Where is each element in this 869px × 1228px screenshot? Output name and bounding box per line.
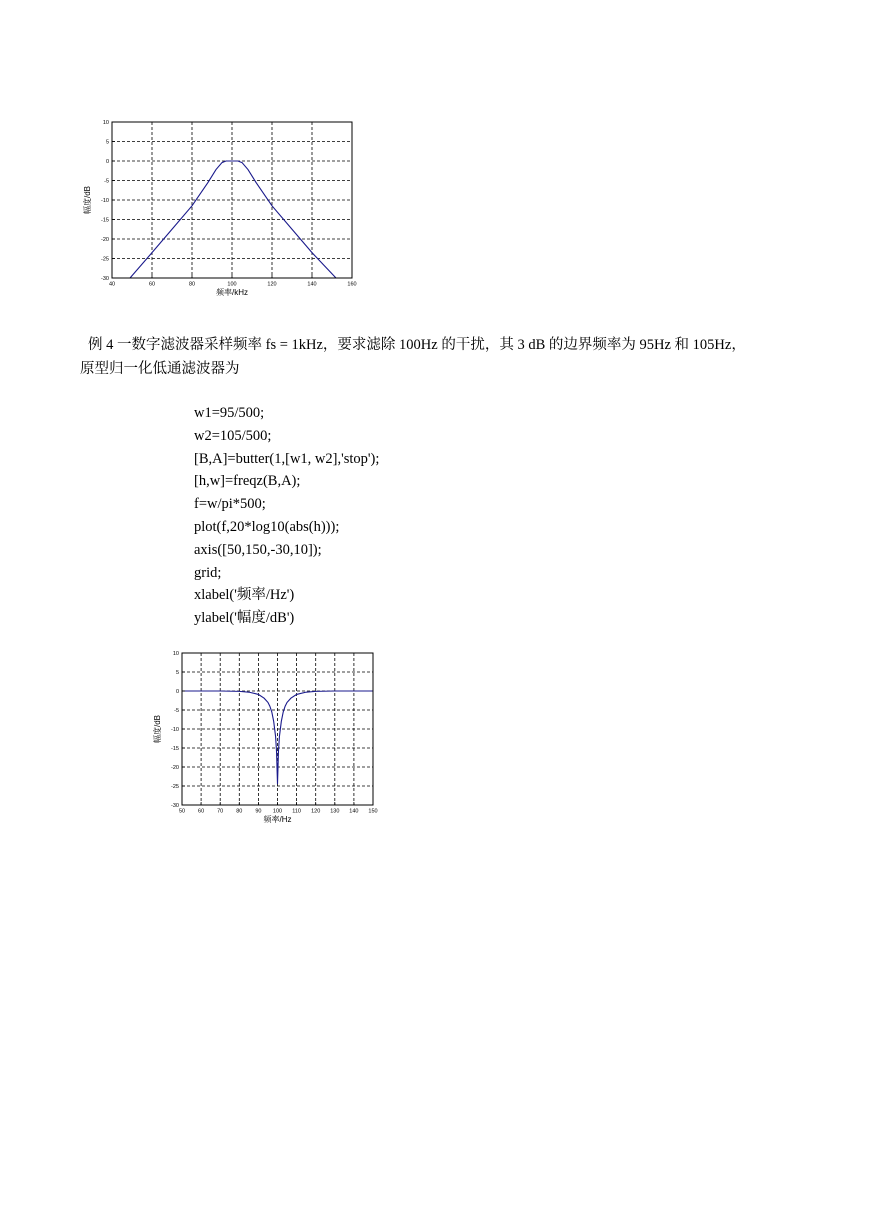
x-tick-label: 160 (347, 281, 357, 288)
y-tick-label: 0 (175, 688, 179, 695)
y-tick-label: 0 (105, 158, 109, 165)
code-line: xlabel('频率/Hz') (194, 587, 295, 604)
y-tick-label: 5 (175, 669, 179, 676)
example-4-paragraph (80, 333, 800, 381)
code-line: plot(f,20*log10(abs(h))); (194, 518, 340, 535)
bandstop-response-plot (140, 643, 385, 833)
y-tick-label: -5 (104, 178, 109, 185)
x-tick-label: 50 (178, 808, 186, 815)
y-axis-label: 幅度/dB (153, 714, 162, 744)
x-axis-label: 频率/Hz (263, 815, 292, 824)
x-tick-label: 80 (236, 808, 243, 815)
y-tick-label: -15 (171, 745, 179, 752)
x-axis-label: 频率/kHz (216, 288, 248, 297)
bandstop-response-chart (140, 643, 385, 833)
x-tick-label: 80 (188, 281, 196, 288)
x-tick-label: 140 (349, 808, 359, 815)
x-tick-label: 40 (108, 281, 116, 288)
y-tick-label: -30 (101, 275, 109, 282)
x-tick-label: 130 (330, 808, 340, 815)
y-tick-label: -10 (101, 197, 109, 204)
y-tick-label: 10 (102, 119, 109, 126)
y-tick-label: -10 (171, 726, 179, 733)
x-tick-label: 100 (272, 808, 283, 815)
x-tick-label: 70 (217, 808, 224, 815)
y-tick-label: -15 (101, 217, 109, 224)
y-tick-label: 10 (172, 650, 179, 657)
x-tick-label: 120 (267, 281, 277, 288)
code-line: [h,w]=freqz(B,A); (194, 473, 301, 490)
x-tick-label: 140 (307, 281, 317, 288)
code-line: w2=105/500; (194, 427, 272, 444)
x-tick-label: 100 (227, 281, 237, 288)
code-line: f=w/pi*500; (194, 496, 266, 513)
x-tick-label: 110 (292, 808, 301, 815)
code-line: axis([50,150,-30,10]); (194, 541, 322, 558)
y-tick-label: -30 (171, 802, 179, 809)
paragraph-line-1: 例 4 一数字滤波器采样频率 fs = 1kHz，要求滤除 100Hz 的干扰，其 3 dB 的边界频率为 95Hz 和 105Hz， (88, 337, 746, 353)
x-tick-label: 60 (148, 281, 156, 288)
y-tick-label: -20 (101, 236, 109, 243)
y-axis-label: 幅度/dB (83, 185, 92, 215)
x-tick-label: 120 (311, 808, 321, 815)
y-tick-label: -25 (171, 783, 179, 790)
paragraph-line-2: 原型归一化低通滤波器为 (80, 361, 240, 377)
matlab-code-block (194, 402, 379, 630)
bandpass-response-chart (72, 112, 372, 307)
y-tick-label: -25 (101, 256, 109, 263)
x-tick-label: 150 (368, 808, 378, 815)
y-tick-label: -20 (171, 764, 179, 771)
code-line: w1=95/500; (194, 405, 265, 421)
x-tick-label: 60 (198, 808, 205, 815)
bandpass-response-plot (72, 112, 372, 307)
x-tick-label: 90 (255, 808, 262, 815)
code-line: grid; (194, 564, 222, 581)
code-line: [B,A]=butter(1,[w1, w2],'stop'); (194, 450, 380, 467)
y-tick-label: 5 (105, 139, 109, 146)
code-line: ylabel('幅度/dB') (194, 610, 295, 627)
y-tick-label: -5 (174, 707, 179, 714)
